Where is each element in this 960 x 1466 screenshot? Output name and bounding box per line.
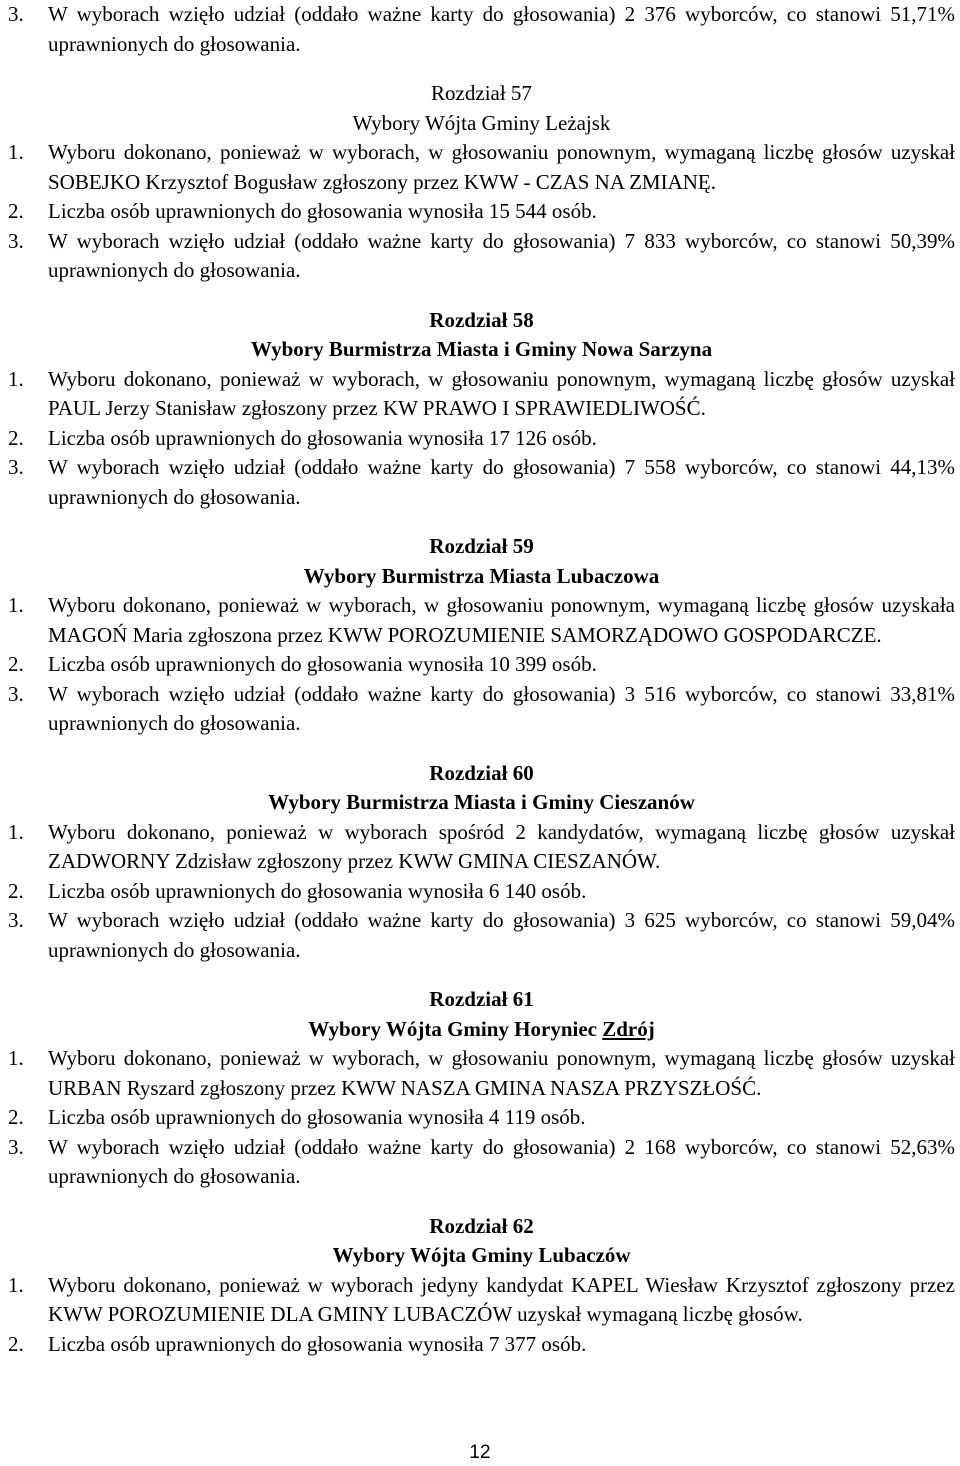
item-number: 2. — [8, 652, 24, 676]
chapter-subtitle-part: Zdrój — [602, 1016, 655, 1041]
list-item — [8, 906, 955, 965]
chapter-heading — [8, 759, 955, 818]
chapter-title: Rozdział 62 — [429, 1213, 534, 1238]
chapter-title: Rozdział 61 — [429, 987, 534, 1011]
chapter-heading — [8, 985, 955, 1044]
item-text: Wyboru dokonano, ponieważ w wyborach, w głosowaniu ponownym, wymaganą liczbę głosów uzyskała MAGOŃ Maria zgłoszona przez KWW POROZUMIENIE SAMORZĄDOWO GOSPODARCZE. — [48, 593, 955, 647]
item-text: Wyboru dokonano, ponieważ w wyborach, w głosowaniu ponownym, wymaganą liczbę głosów uzyskał URBAN Ryszard zgłoszony przez KWW NASZA GMINA NASZA PRZYSZŁOŚĆ. — [48, 1046, 955, 1100]
list-item — [8, 227, 955, 286]
item-number: 3. — [8, 681, 24, 706]
chapter-title: Rozdział 58 — [429, 307, 534, 332]
chapter-title: Rozdział 57 — [431, 81, 532, 105]
item-text: W wyborach wzięło udział (oddało ważne karty do głosowania) 7 833 wyborców, co stanowi 50,39% uprawnionych do głosowania. — [48, 228, 955, 282]
chapter-subtitle-part: Wybory Wójta Gminy Horyniec — [308, 1016, 603, 1041]
item-number: 3. — [8, 228, 24, 253]
item-number: 2. — [8, 878, 24, 903]
item-text: Liczba osób uprawnionych do głosowania wynosiła 15 544 osób. — [48, 199, 597, 223]
item-number: 2. — [8, 199, 24, 223]
list-item — [8, 197, 955, 227]
chapter-heading — [8, 306, 955, 365]
list-item — [8, 453, 955, 512]
list-item — [8, 0, 955, 59]
chapter-heading — [8, 79, 955, 138]
item-text: Liczba osób uprawnionych do głosowania wynosiła 7 377 osób. — [48, 1331, 587, 1356]
list-item — [8, 365, 955, 424]
chapter-title: Rozdział 60 — [429, 760, 534, 785]
list-item — [8, 680, 955, 739]
item-text: W wyborach wzięło udział (oddało ważne karty do głosowania) 2 168 wyborców, co stanowi 52,63% uprawnionych do głosowania. — [48, 1134, 955, 1188]
chapter-subtitle: Wybory Burmistrza Miasta Lubaczowa — [303, 563, 660, 588]
chapter-subtitle: Wybory Burmistrza Miasta i Gminy Nowa Sarzyna — [250, 337, 713, 361]
list-item — [8, 424, 955, 454]
page-number: 12 — [469, 1442, 491, 1463]
item-number: 2. — [8, 425, 24, 450]
list-item — [8, 818, 955, 877]
item-text: Wyboru dokonano, ponieważ w wyborach jedyny kandydat KAPEL Wiesław Krzysztof zgłoszony przez KWW POROZUMIENIE DLA GMINY LUBACZÓW uzyskał wymaganą liczbę głosów. — [48, 1272, 955, 1326]
item-number: 1. — [8, 593, 24, 617]
item-number: 1. — [8, 1046, 24, 1070]
item-text: Wyboru dokonano, ponieważ w wyborach, w głosowaniu ponownym, wymaganą liczbę głosów uzyskał PAUL Jerzy Stanisław zgłoszony przez KW PRAWO I SPRAWIEDLIWOŚĆ. — [48, 366, 955, 420]
item-number: 1. — [8, 366, 24, 391]
item-text: Wyboru dokonano, ponieważ w wyborach spośród 2 kandydatów, wymaganą liczbę głosów uzyskał ZADWORNY Zdzisław zgłoszony przez KWW GMINA CIESZANÓW. — [48, 819, 955, 873]
item-text: Wyboru dokonano, ponieważ w wyborach, w głosowaniu ponownym, wymaganą liczbę głosów uzyskał SOBEJKO Krzysztof Bogusław zgłoszony przez KWW - CZAS NA ZMIANĘ. — [48, 140, 955, 194]
item-number: 1. — [8, 1272, 24, 1297]
chapter-heading — [8, 532, 955, 591]
item-number: 3. — [8, 2, 24, 26]
item-text: W wyborach wzięło udział (oddało ważne karty do głosowania) 3 625 wyborców, co stanowi 59,04% uprawnionych do głosowania. — [48, 908, 955, 962]
item-number: 2. — [8, 1105, 24, 1129]
list-item — [8, 1133, 955, 1192]
item-number: 3. — [8, 908, 24, 932]
chapter-subtitle — [8, 1015, 955, 1045]
item-number: 3. — [8, 455, 24, 479]
item-text: Liczba osób uprawnionych do głosowania wynosiła 17 126 osób. — [48, 425, 597, 450]
list-item — [8, 1044, 955, 1103]
chapter-title: Rozdział 59 — [429, 534, 534, 558]
chapter-subtitle: Wybory Wójta Gminy Leżajsk — [352, 110, 611, 135]
item-number: 2. — [8, 1331, 24, 1356]
list-item — [8, 1271, 955, 1330]
item-text: W wyborach wzięło udział (oddało ważne karty do głosowania) 2 376 wyborców, co stanowi 51,71% uprawnionych do głosowania. — [48, 2, 955, 56]
list-item — [8, 1330, 955, 1360]
item-text: Liczba osób uprawnionych do głosowania wynosiła 4 119 osób. — [48, 1105, 586, 1129]
list-item — [8, 138, 955, 197]
chapter-subtitle: Wybory Wójta Gminy Lubaczów — [332, 1243, 631, 1267]
item-number: 1. — [8, 819, 24, 844]
item-text: W wyborach wzięło udział (oddało ważne karty do głosowania) 3 516 wyborców, co stanowi 33,81% uprawnionych do głosowania. — [48, 681, 955, 735]
list-item — [8, 1103, 955, 1133]
list-item — [8, 877, 955, 907]
item-number: 3. — [8, 1134, 24, 1159]
list-item — [8, 650, 955, 680]
chapter-heading — [8, 1212, 955, 1271]
item-text: Liczba osób uprawnionych do głosowania wynosiła 10 399 osób. — [48, 652, 597, 676]
item-number: 1. — [8, 140, 24, 164]
item-text: Liczba osób uprawnionych do głosowania wynosiła 6 140 osób. — [48, 878, 587, 903]
item-text: W wyborach wzięło udział (oddało ważne karty do głosowania) 7 558 wyborców, co stanowi 44,13% uprawnionych do głosowania. — [48, 455, 955, 509]
list-item — [8, 591, 955, 650]
chapter-subtitle: Wybory Burmistrza Miasta i Gminy Cieszanów — [268, 790, 695, 814]
document-body — [8, 0, 955, 1359]
